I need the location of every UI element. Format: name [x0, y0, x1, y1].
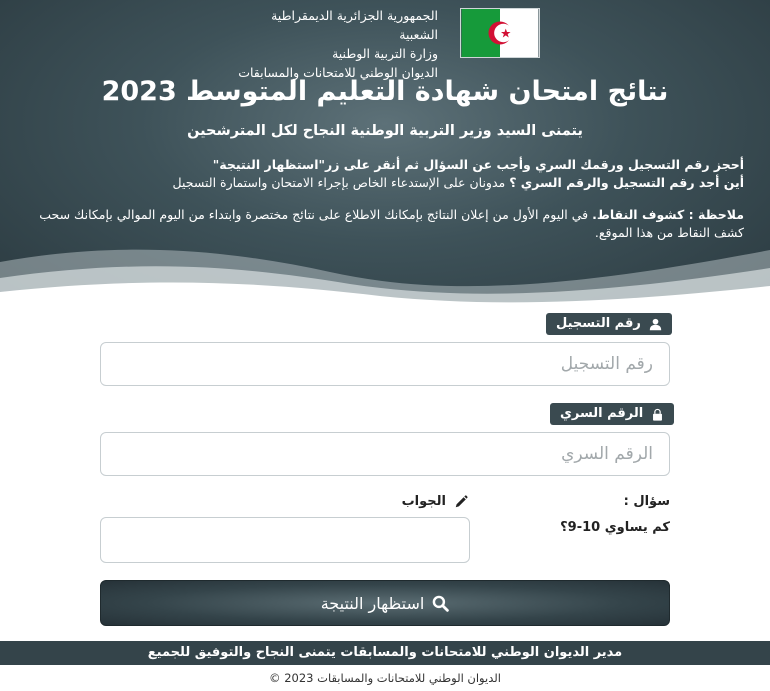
header-banner: [0, 0, 770, 310]
answer-label-wrap: [402, 494, 468, 509]
search-icon: [432, 595, 449, 612]
secret-number-input[interactable]: [100, 432, 670, 476]
show-result-label: استظهار النتيجة: [320, 593, 425, 613]
registration-label: رقم التسجيل: [556, 316, 641, 331]
page-subtitle: يتمنى السيد وزير التربية الوطنية النجاح لكل المترشحين: [187, 123, 583, 139]
decorative-waves: [0, 230, 770, 310]
page-title: نتائج امتحان شهادة التعليم المتوسط 2023: [101, 76, 669, 107]
question-label: سؤال :: [623, 494, 670, 509]
instructions: [44, 156, 744, 192]
algeria-flag-icon: [460, 8, 540, 58]
note-text: في اليوم الأول من إعلان النتائج بإمكانك الاطلاع على نتائج مختصرة وابتداء من اليوم الموالي بإمكانك سحب كشف النقاط من هذا الموقع.: [39, 207, 744, 240]
republic-name: الجمهورية الجزائرية الديمقراطية الشعبية: [271, 8, 438, 42]
office-name: الديوان الوطني للامتحانات والمسابقات: [238, 65, 438, 80]
lock-icon: [651, 408, 664, 421]
question-text: كم يساوي 10-9؟: [560, 520, 670, 535]
instruction-answer: مدونان على الإستدعاء الخاص بإجراء الامتحان واستمارة التسجيل: [172, 175, 510, 190]
secret-label: الرقم السري: [560, 406, 644, 421]
government-heading: [238, 6, 438, 82]
answer-input[interactable]: [100, 517, 470, 563]
registration-number-input[interactable]: [100, 342, 670, 386]
ministry-name: وزارة التربية الوطنية: [332, 46, 438, 61]
instruction-question: أين أجد رقم التسجيل والرقم السري ؟: [509, 175, 744, 190]
user-icon: [649, 318, 662, 331]
pencil-icon: [454, 495, 468, 509]
copyright: الديوان الوطني للامتحانات والمسابقات 2023 ©: [269, 671, 501, 685]
footer-banner: مدير الديوان الوطني للامتحانات والمسابقات يتمنى النجاح والتوفيق للجميع: [0, 641, 770, 665]
registration-label-tag: [546, 313, 672, 335]
show-result-button[interactable]: [100, 580, 670, 626]
answer-label: الجواب: [401, 494, 446, 509]
instruction-line-1: أحجز رقم التسجيل ورقمك السري وأجب عن السؤال ثم أنقر على زر"استظهار النتيجة": [212, 157, 744, 172]
secret-label-tag: [550, 403, 674, 425]
instruction-line-2: [44, 174, 744, 192]
note-title: ملاحظة : كشوف النقاط.: [592, 207, 744, 222]
